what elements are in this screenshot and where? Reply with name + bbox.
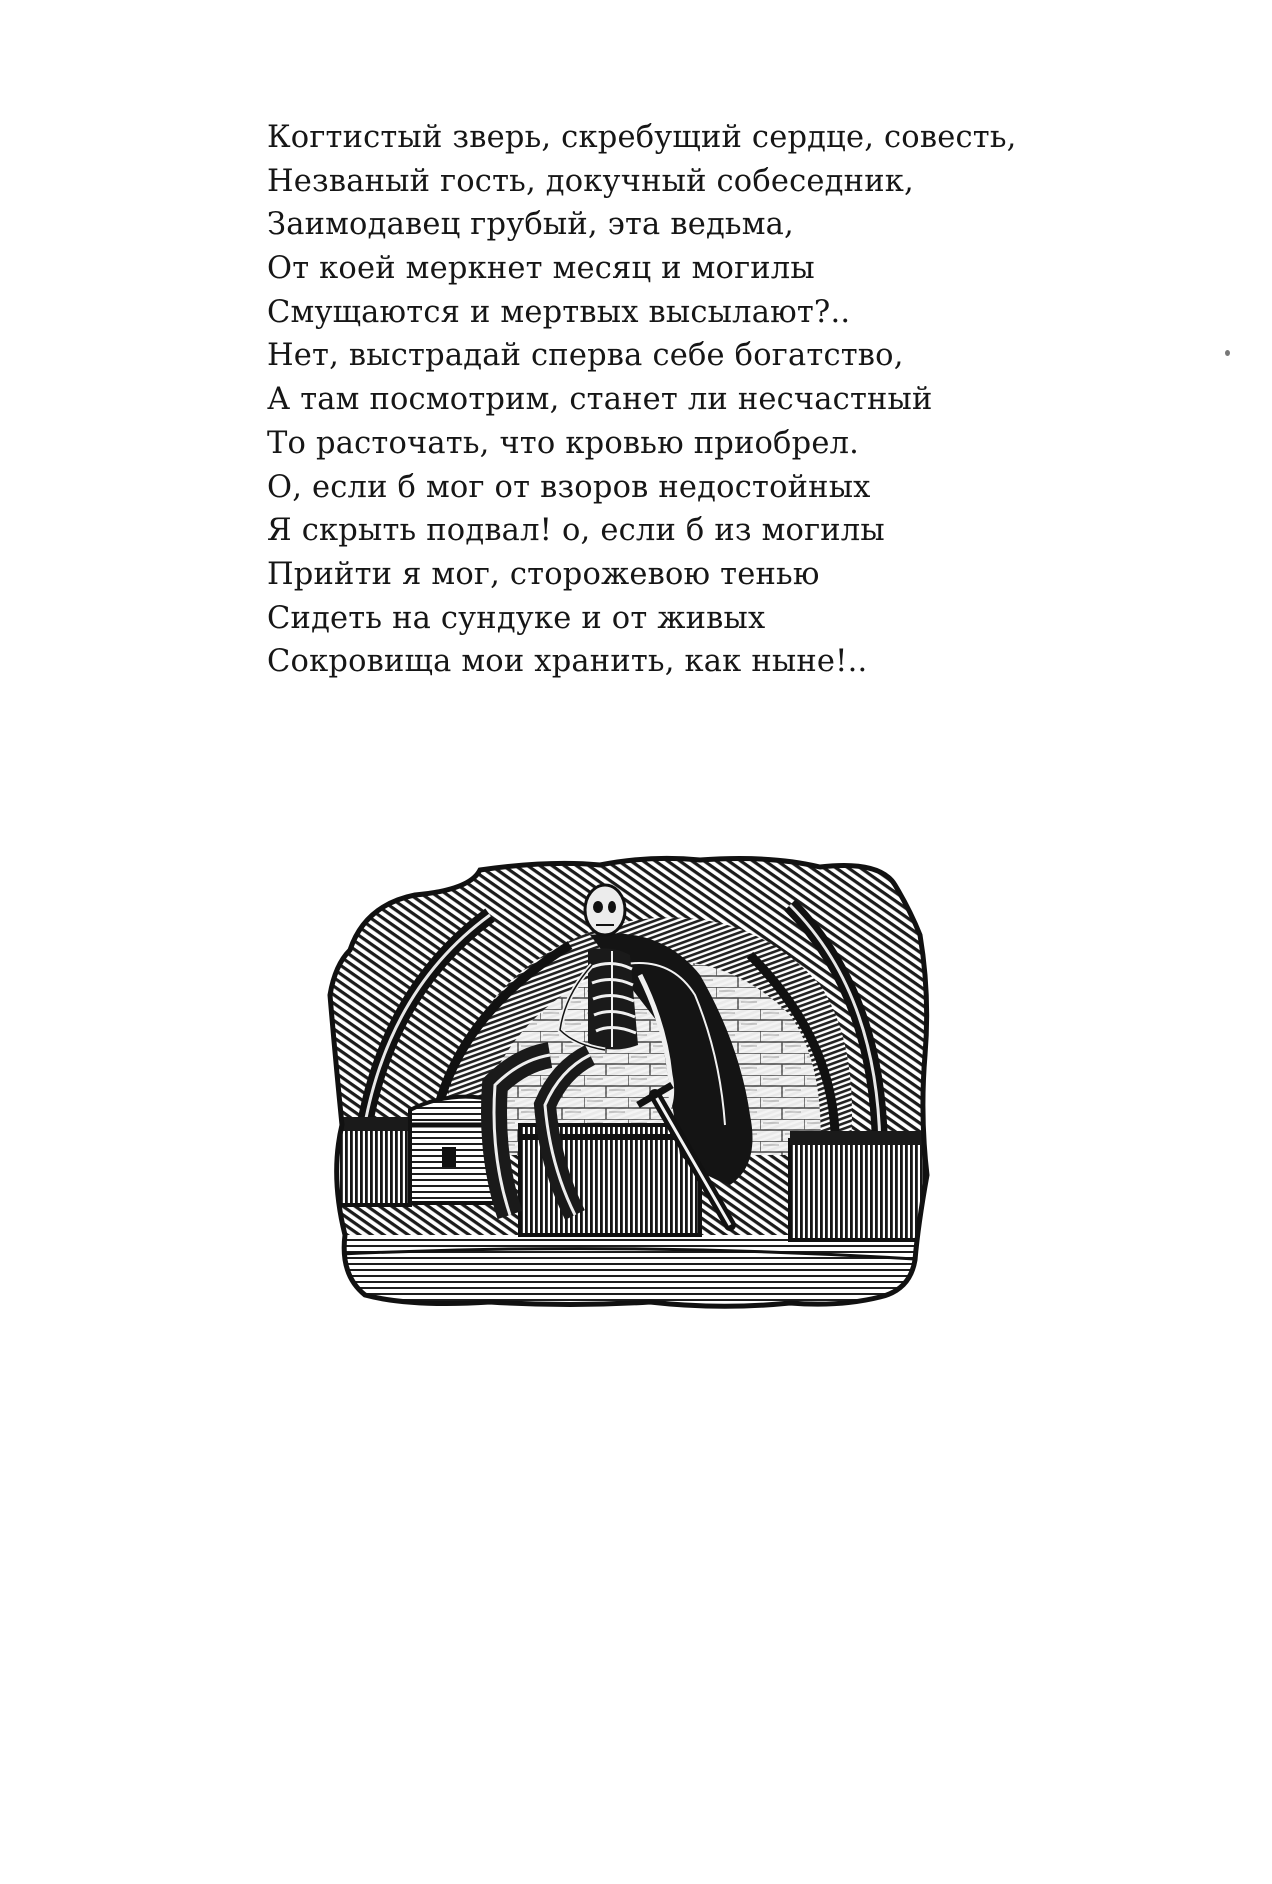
page-speck — [1225, 350, 1230, 356]
poem-line: А там посмотрим, станет ли несчастный — [267, 382, 933, 418]
poem-line: Незваный гость, докучный собеседник, — [267, 163, 914, 199]
poem-line: Когтистый зверь, скребущий сердце, совесть, — [267, 120, 1017, 155]
skeleton-chest-engraving-icon — [320, 855, 930, 1321]
engraving-illustration — [320, 855, 930, 1321]
poem-line: От коей меркнет месяц и могилы — [267, 251, 815, 287]
poem-line: О, если б мог от взоров недостойных — [267, 469, 871, 505]
poem-line: То расточать, что кровью приобрел. — [267, 425, 860, 461]
poem-line: Заимодавец грубый, эта ведьма, — [267, 207, 794, 243]
poem-stanza — [267, 116, 1087, 684]
poem-line: Я скрыть подвал! о, если б из могилы — [267, 513, 885, 549]
poem-line: Нет, выстрадай сперва себе богатство, — [267, 338, 904, 374]
poem-line: Смущаются и мертвых высылают?.. — [267, 294, 851, 330]
poem-line: Сидеть на сундуке и от живых — [267, 600, 766, 636]
poem-line: Прийти я мог, сторожевою тенью — [267, 556, 820, 592]
poem-line: Сокровища мои хранить, как ныне!.. — [267, 644, 868, 680]
